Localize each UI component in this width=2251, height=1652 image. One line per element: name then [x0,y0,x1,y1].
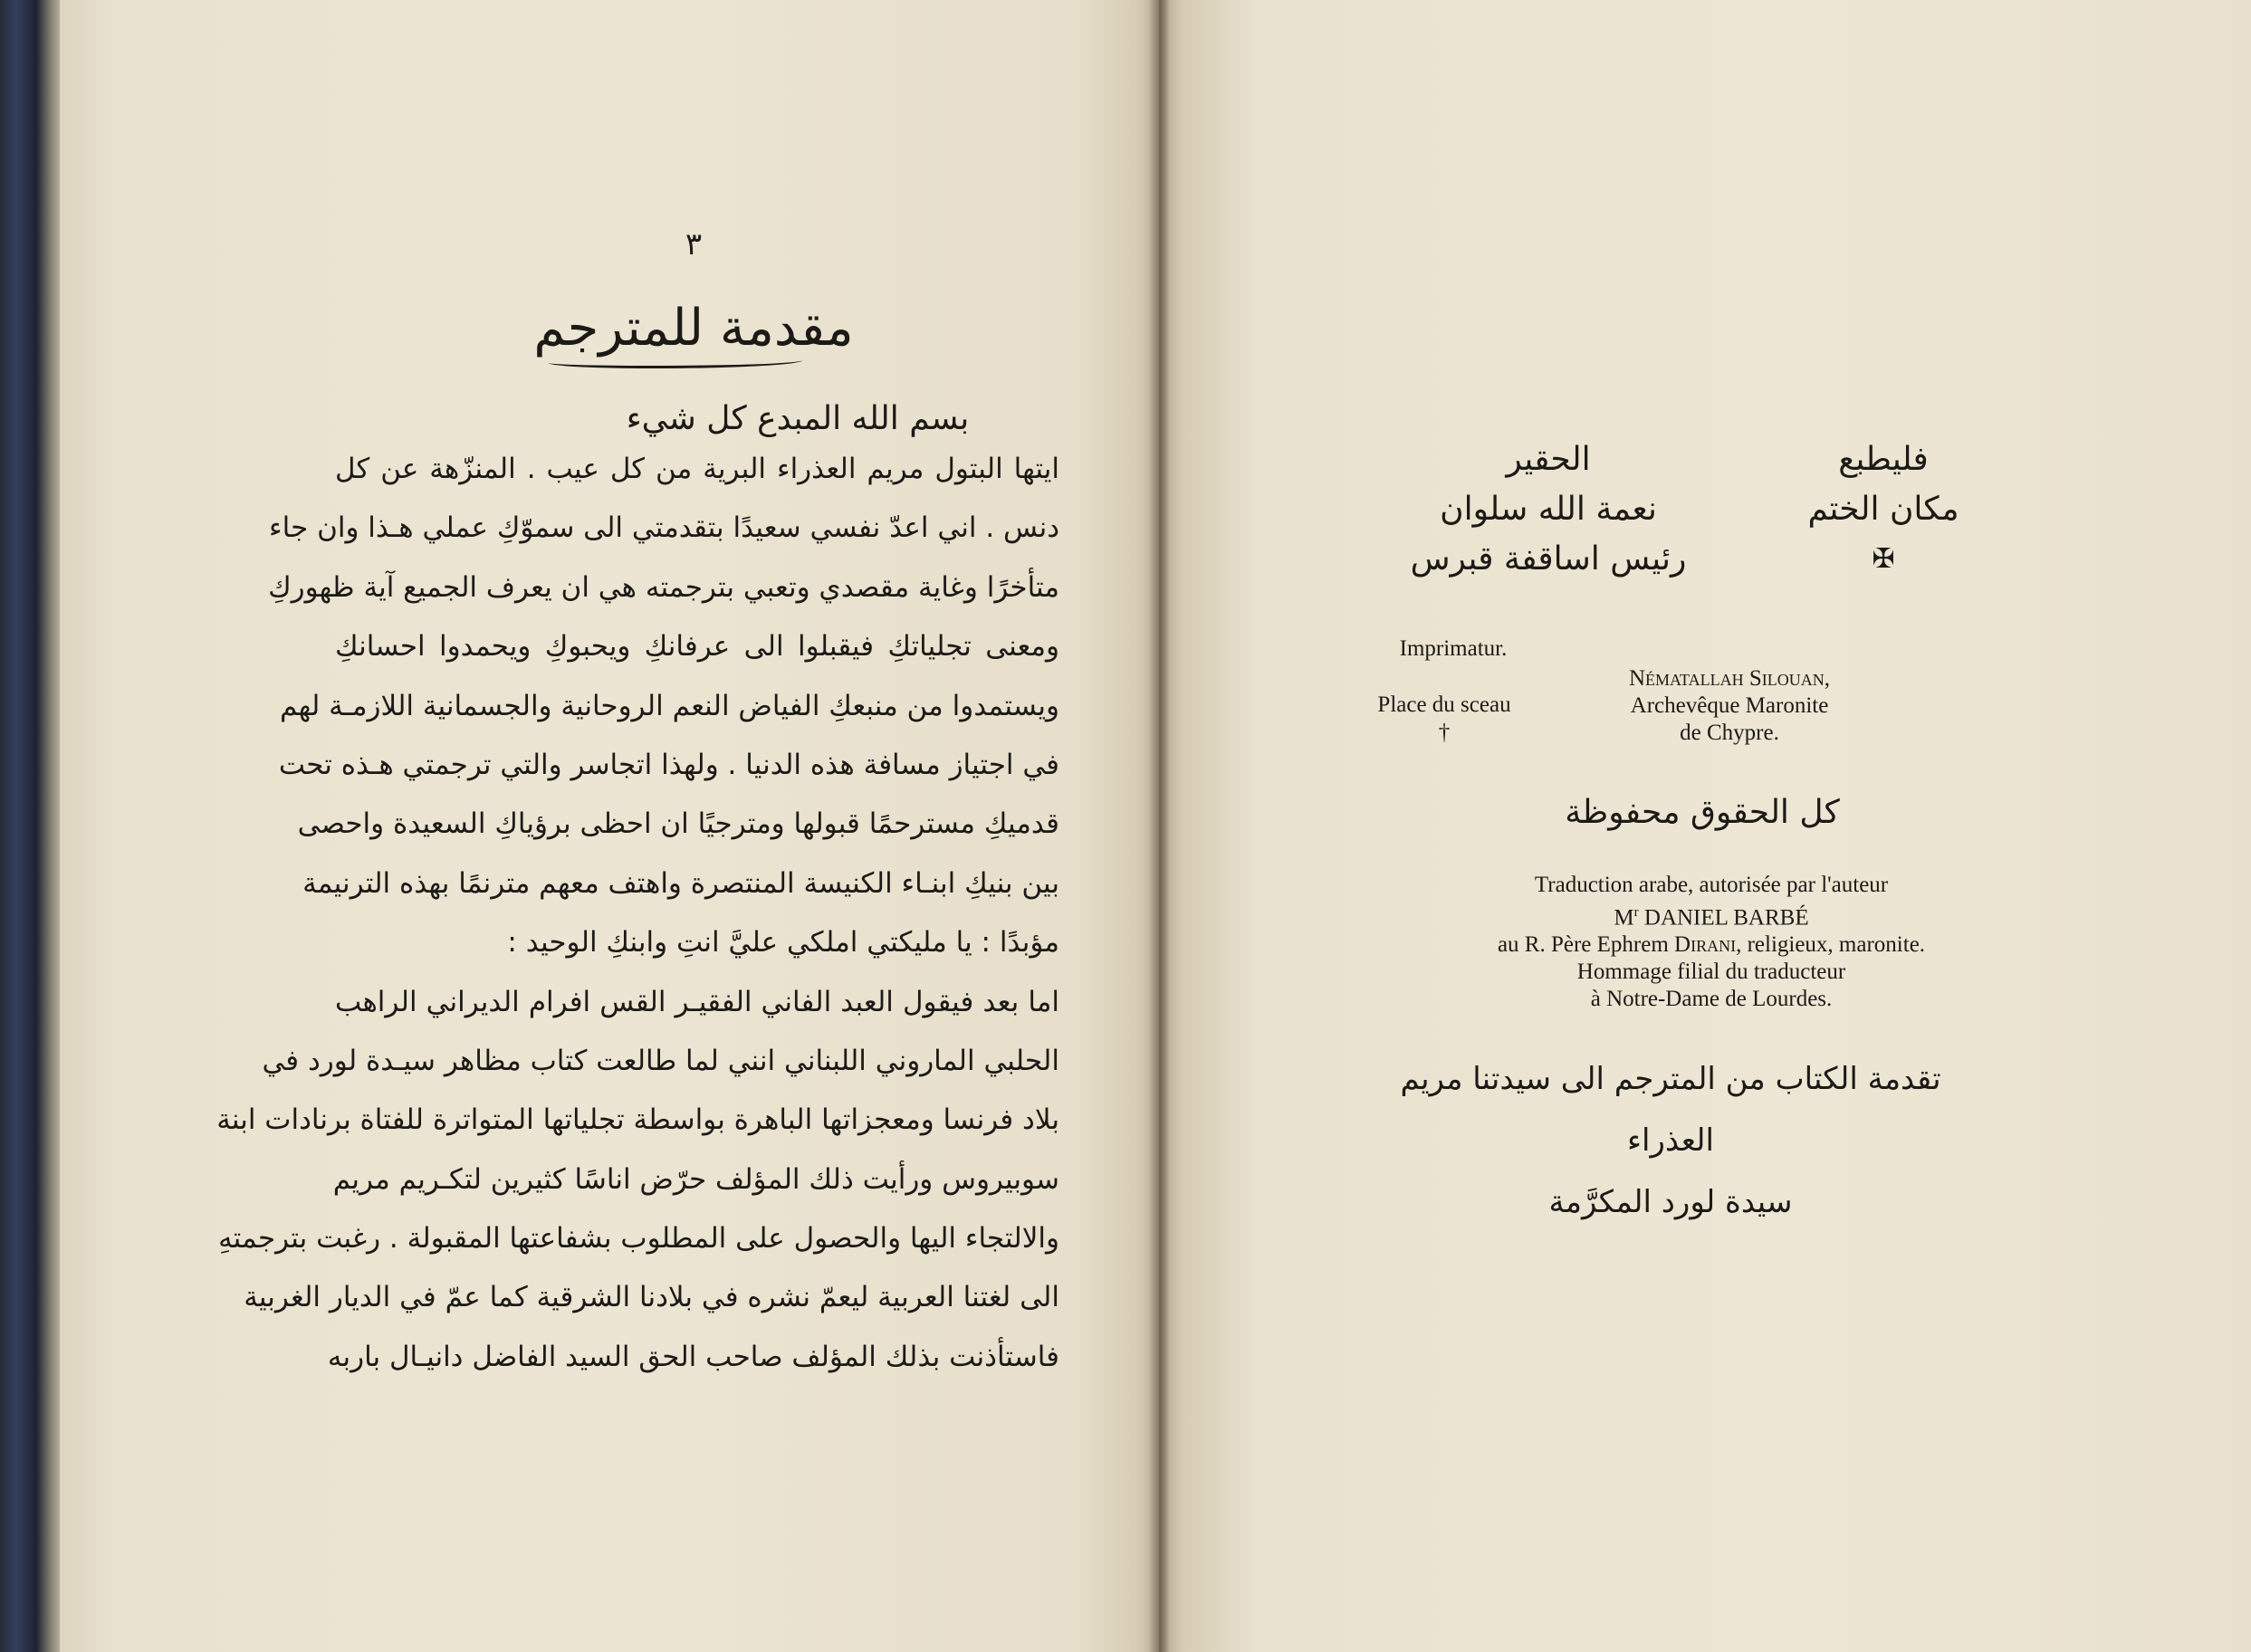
author-title-prefix: M [1614,905,1634,931]
seal-place-arabic: مكان الختم [1807,491,1959,528]
dedication-line: تقدمة الكتاب من المترجم الى سيدتنا مريم العذراء [1400,1061,1941,1159]
dedication-line: سيدة لورد المكرَّمة [1548,1184,1793,1220]
signatory-french [1557,665,1901,747]
translator-prefix: au R. Père Ephrem [1497,932,1675,958]
translation-note [1340,872,2083,1013]
signatory-name-arabic: نعمة الله سلوان [1440,491,1657,528]
translator-name: Dirani [1674,932,1737,958]
body-line: الى لغتنا العربية ليعمّ نشره في بلادنا الشرقية كما عمّ في الديار الغربية [244,1281,1059,1314]
body-line: اما بعد فيقول العبد الفاني الفقيـر القس افرام الديراني الراهب [335,985,1059,1018]
body-line: والالتجاء اليها والحصول على المطلوب بشفاعتها المقبولة . رغبت بترجمتهِ [218,1222,1059,1256]
body-line: بين بنيكِ ابنـاء الكنيسة المنتصرة واهتف معهم مترنمًا بهذه الترنيمة [302,866,1059,900]
body-line: بلاد فرنسا ومعجزاتها الباهرة بواسطة تجلياتها المتواترة للفتاة برنادات ابنة [216,1103,1059,1137]
body-line: ومعنى تجلياتكِ فيقبلوا الى عرفانكِ ويحبوكِ ويحمدوا احسانكِ [335,630,1059,664]
signatory-see: de Chypre. [1680,721,1779,745]
signatory-arabic [1385,434,1711,584]
body-line: ويستمدوا من منبعكِ الفياض النعم الروحانية والجسمانية اللازمـة لهم [279,689,1059,722]
body-line: دنس . اني اعدّ نفسي سعيدًا بتقدمتي الى سموّكِ عملي هـذا وان جاء [269,511,1059,545]
book-gutter [1148,0,1170,1652]
translator-suffix: , religieux, maronite. [1736,932,1926,958]
body-line: قدميكِ مسترحمًا قبولها ومترجيًا ان احظى برؤياكِ السعيدة واحصى [297,807,1059,841]
author-name: DANIEL BARBÉ [1638,905,1809,931]
homage-line: Hommage filial du traducteur [1576,960,1846,985]
body-line: في اجتياز مسافة هذه الدنيا . ولهذا اتجاسر والتي ترجمتي هـذه تحت [278,748,1059,781]
translator-line [1340,931,2083,959]
body-line: ايتها البتول مريم العذراء البرية من كل عيب . المنزّهة عن كل [335,453,1059,485]
right-page [1159,0,2251,1652]
cross-icon: † [1438,721,1451,745]
body-line: الحلبي الماروني اللبناني انني لما طالعت كتاب مظاهر سيـدة لورد في [262,1044,1059,1077]
imprimatur-label: Imprimatur. [1399,636,1508,661]
invocation: بسم الله المبدع كل شيء [626,400,970,437]
rights-reserved: كل الحقوق محفوظة [1565,794,1840,831]
humble-label: الحقير [1506,441,1591,478]
body-line: سوبيروس ورأيت ذلك المؤلف حرّض اناسًا كثيرين لتكـريم مريم [332,1162,1059,1196]
body-text [216,440,1059,1387]
page-number: ٣ [685,226,703,263]
author-title-superscript: r [1633,905,1639,920]
left-page [60,0,1159,1652]
translation-note-line: Traduction arabe, autorisée par l'auteur [1534,873,1889,897]
cross-icon: ✠ [1872,543,1895,575]
dedication [1354,1048,1988,1233]
signatory-name: Nématallah Silouan, [1629,666,1830,691]
signatory-title: Archevêque Maronite [1630,693,1829,718]
seal-place-label: Place du sceau [1377,692,1511,717]
page-title: مقدمة للمترجم [533,299,854,358]
lourdes-line: à Notre-Dame de Lourdes. [1590,987,1833,1012]
imprimatur-arabic [1757,434,2010,584]
body-line: متأخرًا وغاية مقصدي وتعبي بترجمته هي ان يعرف الجميع آية ظهوركِ [268,570,1059,604]
body-line: فاستأذنت بذلك المؤلف صاحب الحق السيد الفاضل دانيـال باربه [327,1340,1059,1373]
author-line [1340,899,2083,931]
body-line: مؤبدًا : يا مليكتي املكي عليَّ انتِ وابنكِ الوحيد : [507,926,1059,960]
signatory-title-arabic: رئيس اساقفة قبرس [1410,540,1687,578]
let-it-be-printed: فليطبع [1838,441,1929,478]
